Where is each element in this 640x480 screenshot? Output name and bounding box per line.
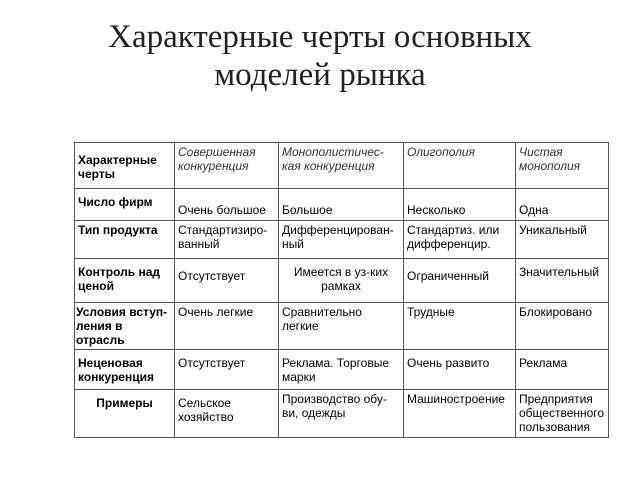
row-label: Число фирм — [75, 189, 175, 221]
table-cell: Стандартизиро-ванный — [175, 221, 279, 259]
table-cell: Очень большое — [175, 189, 279, 221]
header-cell-characteristics: Характерные черты — [75, 143, 175, 189]
table-cell: Одна — [516, 189, 609, 221]
table-row — [75, 189, 609, 221]
table-header-row — [75, 143, 609, 189]
table-cell: Реклама. Торговые марки — [279, 350, 404, 390]
table-cell: Блокировано — [516, 303, 609, 350]
table-cell: Машиностроение — [404, 390, 516, 438]
row-label: Условия вступ-ления в отрасль — [75, 303, 175, 350]
table-cell: Дифференцирован-ный — [279, 221, 404, 259]
title-line-2: моделей рынка — [214, 57, 426, 93]
row-label: Неценовая конкуренция — [75, 350, 175, 390]
table-cell: Несколько — [404, 189, 516, 221]
table-cell: Ограниченный — [404, 259, 516, 303]
table-cell: Предприятия общественного пользования — [516, 390, 609, 438]
table-cell: Сравнительно легкие — [279, 303, 404, 350]
table-cell: Имеется в уз-ких рамках — [279, 259, 404, 303]
table-row — [75, 221, 609, 259]
title-line-1: Характерные черты основных — [108, 19, 532, 55]
table-row — [75, 350, 609, 390]
market-models-table — [74, 142, 609, 438]
header-cell-oligopoly: Олигополия — [404, 143, 516, 189]
table-cell: Отсутствует — [175, 350, 279, 390]
header-cell-monopolistic-competition: Монополистичес-кая конкуренция — [279, 143, 404, 189]
table-cell: Трудные — [404, 303, 516, 350]
table-cell: Уникальный — [516, 221, 609, 259]
table-cell: Отсутствует — [175, 259, 279, 303]
table-row — [75, 259, 609, 303]
table-cell: Производство обу-ви, одежды — [279, 390, 404, 438]
table-row — [75, 303, 609, 350]
table-cell: Стандартиз. или дифференцир. — [404, 221, 516, 259]
row-label: Контроль над ценой — [75, 259, 175, 303]
table-cell: Большое — [279, 189, 404, 221]
table-cell: Сельское хозяйство — [175, 390, 279, 438]
table-cell: Очень развито — [404, 350, 516, 390]
row-label: Примеры — [75, 390, 175, 438]
page-title — [0, 18, 640, 94]
header-cell-pure-monopoly: Чистая монополия — [516, 143, 609, 189]
table-cell: Значительный — [516, 259, 609, 303]
table-cell: Реклама — [516, 350, 609, 390]
table-cell: Очень легкие — [175, 303, 279, 350]
table-row — [75, 390, 609, 438]
header-cell-perfect-competition: Совершенная конкуренция — [175, 143, 279, 189]
row-label: Тип продукта — [75, 221, 175, 259]
